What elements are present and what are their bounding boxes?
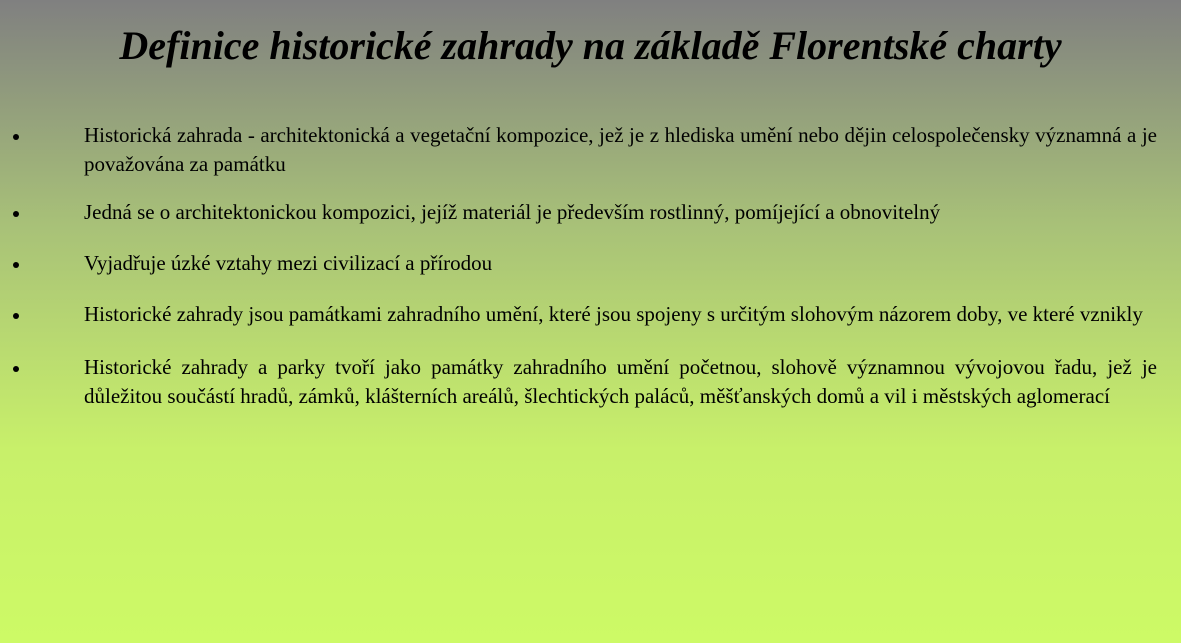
bullet-icon [13,134,19,140]
list-item [0,121,1181,179]
bullet-icon [13,262,19,268]
list-item [0,300,1181,329]
bullet-text: Historické zahrady a parky tvoří jako památky zahradního umění početnou, slohově významnou vývojovou řadu, jež je důležitou součástí hradů, zámků, klášterních areálů, šlechtických paláců, měšťanských domů a vil i městských aglomerací [84,355,1157,408]
slide-title: Definice historické zahrady na základě Florentské charty [119,23,1062,68]
bullet-text: Historické zahrady jsou památkami zahradního umění, které jsou spojeny s určitým slohovým názorem doby, ve které vznikly [84,302,1143,326]
bullet-icon [13,313,19,319]
bullet-text: Jedná se o architektonickou kompozici, jejíž materiál je především rostlinný, pomíjející a obnovitelný [84,200,941,224]
list-item [0,249,1181,278]
list-item [0,353,1181,411]
list-item [0,198,1181,227]
bullet-list [0,121,1181,430]
bullet-icon [13,211,19,217]
bullet-text: Vyjadřuje úzké vztahy mezi civilizací a přírodou [84,251,493,275]
bullet-text: Historická zahrada - architektonická a vegetační kompozice, jež je z hlediska umění nebo dějin celospolečensky významná a je považována za památku [84,123,1157,176]
bullet-icon [13,366,19,372]
